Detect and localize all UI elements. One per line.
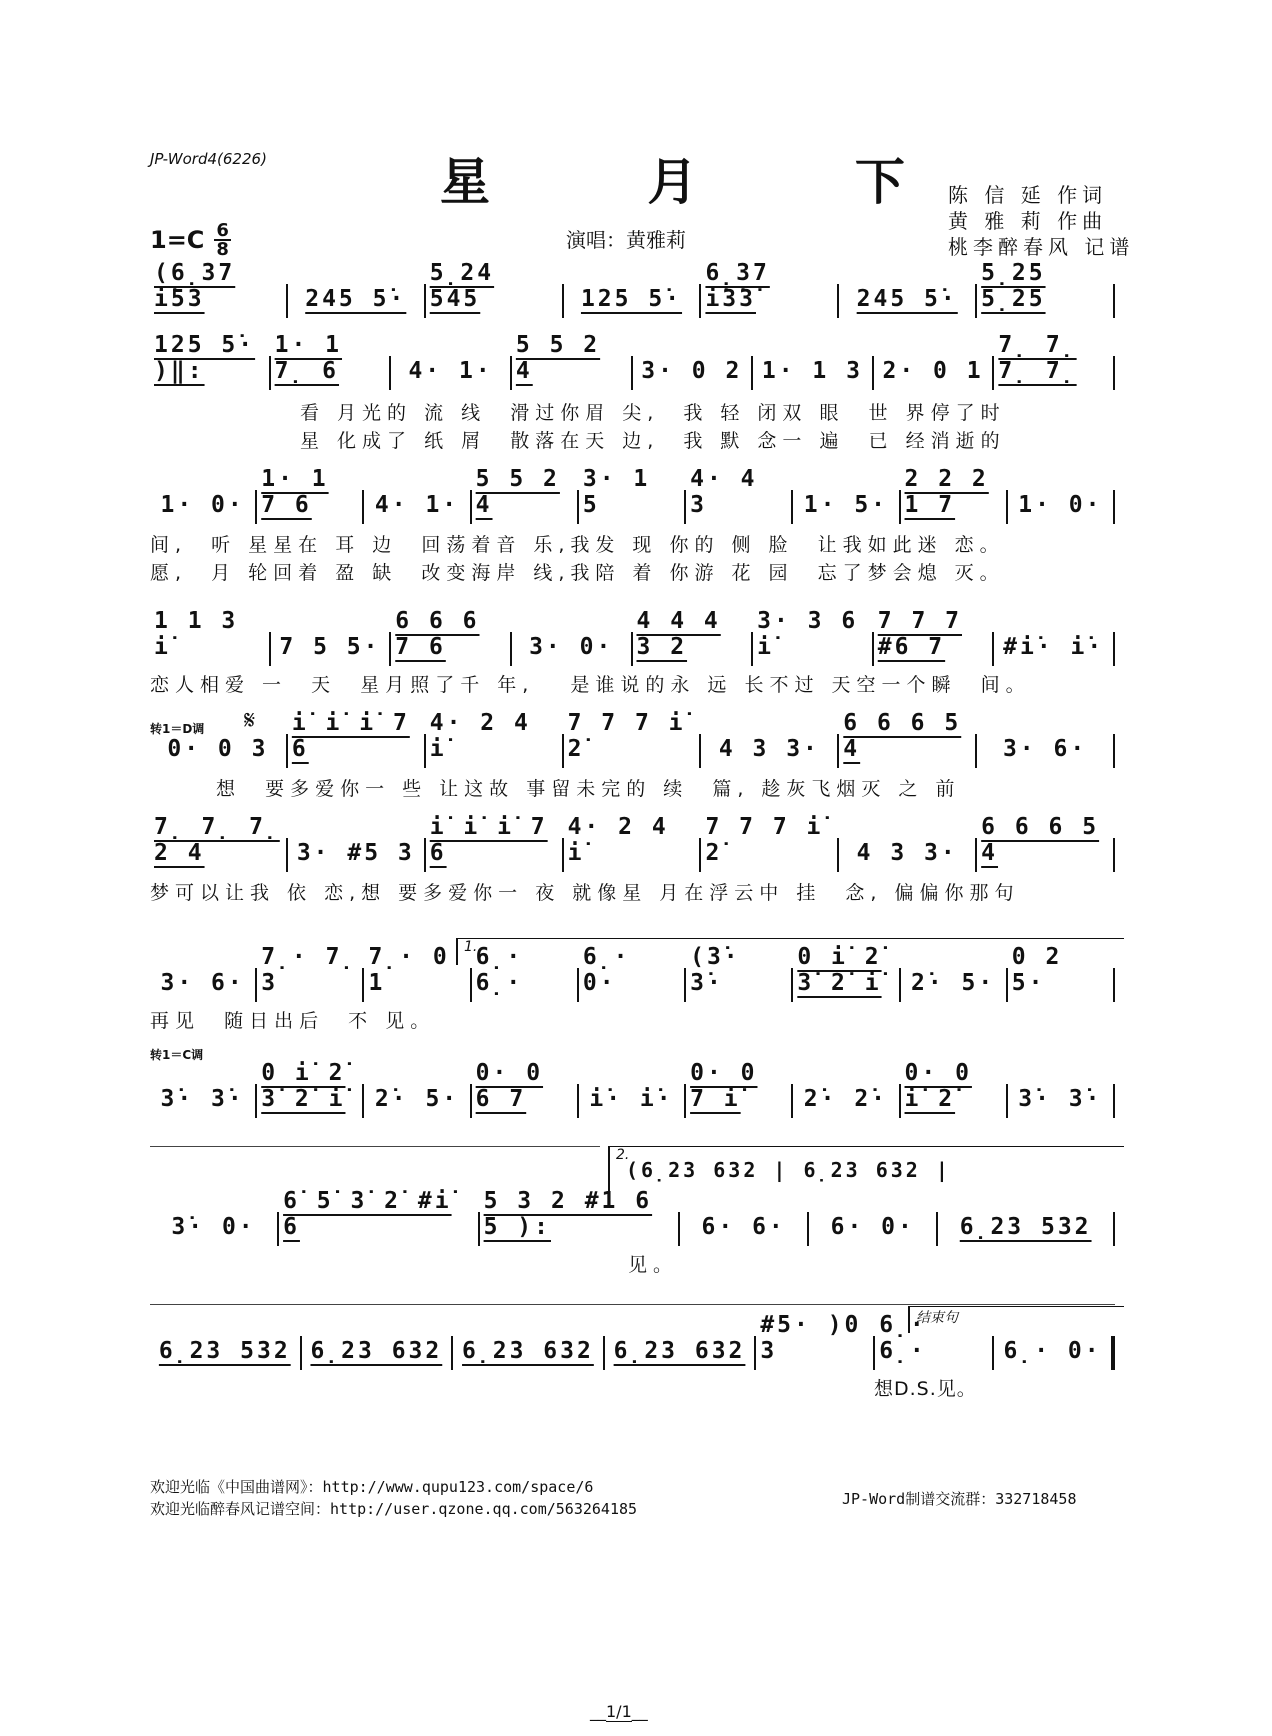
measure	[426, 710, 564, 768]
measure	[994, 632, 1115, 666]
measure	[793, 944, 900, 1002]
notes: 5̣25 5̣25	[981, 260, 1046, 312]
measure	[686, 466, 793, 524]
notes: 245 5̇·	[305, 286, 407, 312]
measure	[809, 1212, 938, 1246]
footer-link-1[interactable]: 欢迎光临《中国曲谱网》：http://www.qupu123.com/space/6	[150, 1478, 594, 1496]
measure	[839, 838, 977, 872]
measure	[753, 608, 874, 666]
notes: 7 7 7 i̇ 2̇	[567, 710, 686, 762]
lyrics-final: 想D.S.见。	[874, 1378, 977, 1400]
measure	[302, 1336, 454, 1370]
measure	[472, 1060, 579, 1118]
measure	[150, 968, 257, 1002]
modulation-d: 转1＝D调	[150, 722, 205, 736]
notes: 6̣23 532	[158, 1338, 291, 1364]
measure	[364, 490, 471, 524]
notes: 7 5 5·	[279, 634, 381, 660]
notes: i̇· i̇·	[589, 1086, 674, 1112]
notes: 0· 0 6 7	[475, 1060, 544, 1112]
notes: 7̣ 7̣ 7̣ 7̣	[998, 332, 1077, 384]
measure	[874, 608, 995, 666]
score-system-9	[150, 1188, 1115, 1246]
notes: 4 3 3·	[856, 840, 958, 866]
notes: 3· 0·	[529, 634, 614, 660]
notes: 245 5̇·	[856, 286, 958, 312]
measure	[793, 1084, 900, 1118]
credits	[948, 182, 1134, 260]
notes: 6̣23 532	[959, 1214, 1092, 1240]
measure	[994, 1336, 1115, 1370]
notes: 5 5 2 4	[475, 466, 560, 518]
measure	[480, 1188, 681, 1246]
measure	[257, 944, 364, 1002]
measure	[364, 1084, 471, 1118]
measure	[453, 1336, 605, 1370]
measure	[271, 632, 392, 666]
score-system-6	[150, 814, 1115, 872]
measure	[977, 260, 1115, 318]
bracket-line-2	[150, 1304, 1115, 1305]
ending-overlay: (6̣23 632 | 6̣23 632 |	[626, 1158, 951, 1182]
measure	[994, 332, 1115, 390]
notes: 3̇· 3̇·	[1018, 1086, 1103, 1112]
lyrics-ending-1: 再见 随日出后 不 见。	[150, 1010, 436, 1032]
measure	[977, 814, 1115, 872]
notes: 6· 6·	[701, 1214, 786, 1240]
measure	[391, 356, 512, 390]
measure	[680, 1212, 809, 1246]
notes: #i̇· i̇·	[1003, 634, 1105, 660]
notes: #5· )0 3	[760, 1312, 862, 1364]
notes: 2· 0 1	[882, 358, 984, 384]
measure	[288, 710, 426, 768]
measure	[1008, 1084, 1115, 1118]
notes: 0 i̇ 2̇ 3̇ 2̇ i̇	[261, 1060, 346, 1112]
time-signature: 6 8	[216, 220, 229, 260]
measure	[1008, 944, 1115, 1002]
lyrics-chorus-1: 想 要多爱你一 些 让这故 事留未完的 续 篇, 趁灰飞烟灭 之 前	[216, 778, 961, 800]
measure	[756, 1312, 875, 1370]
measure	[701, 734, 839, 768]
notes: (6̣37 i̇53	[154, 260, 236, 312]
measure	[426, 260, 564, 318]
measure	[605, 1336, 757, 1370]
score-system-3	[150, 466, 1115, 524]
measure	[391, 608, 512, 666]
lyrics-verse-1b: 间, 听 星星在 耳 边 回荡着音 乐,我发 现 你的 侧 脸 让我如此迷 恋。	[150, 534, 1005, 556]
notes: 4· 2 4 i̇	[567, 814, 669, 866]
key-signature	[150, 222, 231, 258]
measure	[753, 356, 874, 390]
measure	[426, 814, 564, 872]
notes: 3· 1 5	[582, 466, 651, 518]
measure	[686, 944, 793, 1002]
notes: (3̇· 3̇·	[690, 944, 741, 996]
measure	[150, 1084, 257, 1118]
notes: i̇ i̇ i̇ 7 6	[291, 710, 410, 762]
footer-link-2[interactable]: 欢迎光临醉春风记谱空间：http://user.qzone.qq.com/563264185	[150, 1500, 638, 1518]
measure	[901, 1060, 1008, 1118]
measure	[472, 466, 579, 524]
notes: 7 7 7 i̇ 2̇	[705, 814, 824, 866]
software-tag: JP-Word4(6226)	[150, 150, 267, 168]
measure	[150, 608, 271, 666]
notes: 6̣23 632	[310, 1338, 443, 1364]
measure	[564, 710, 702, 768]
notes: 0· 0 3	[167, 736, 269, 762]
notes: 4· 4 3	[690, 466, 758, 518]
notes: 125 5̇· )‖:	[154, 332, 256, 384]
notes: 0 i̇ 2̇ 3̇ 2̇ i̇	[797, 944, 882, 996]
notes: 2̇· 5·	[374, 1086, 460, 1112]
notes: 1 1 3 i̇	[154, 608, 239, 660]
measure	[271, 332, 392, 390]
composer: 黄 雅 莉 作曲	[948, 209, 1108, 233]
segno-icon: 𝄋	[244, 706, 256, 736]
measure	[472, 944, 579, 1002]
notes: 7̣· 7̣ 3	[261, 944, 357, 996]
measure	[150, 332, 271, 390]
measure	[288, 838, 426, 872]
measure	[150, 490, 257, 524]
notes: 6 6 6 7 6	[395, 608, 480, 660]
singer: 演唱：黄雅莉	[566, 228, 686, 252]
volta-1: 1.	[456, 938, 1124, 965]
measure	[150, 1212, 279, 1246]
measure	[512, 332, 633, 390]
measure	[633, 356, 754, 390]
lyrics-verse-1: 看 月光的 流 线 滑过你眉 尖, 我 轻 闭双 眼 世 界停了时	[300, 402, 1006, 424]
notes: 1· 1 7 6	[261, 466, 329, 518]
notes: 3̇· 0·	[171, 1214, 256, 1240]
notes: 5 3 2 #1 6 5 ):	[483, 1188, 653, 1240]
modulation-c: 转1＝C调	[150, 1048, 204, 1062]
score-system-7	[150, 944, 1115, 1002]
notes: 4· 2 4 i̇	[429, 710, 531, 762]
lyrics-verse-2: 星 化成了 纸 屑 散落在天 边, 我 默 念一 遍 已 经消逝的	[300, 430, 1006, 452]
measure	[938, 1212, 1115, 1246]
notes: 6̣23 632	[613, 1338, 746, 1364]
notes: 3̇· 3̇·	[160, 1086, 245, 1112]
measure	[579, 944, 686, 1002]
measure	[579, 1084, 686, 1118]
notes: 4· 1·	[374, 492, 460, 518]
measure	[579, 466, 686, 524]
measure	[839, 284, 977, 318]
measure	[364, 944, 471, 1002]
lyricist: 陈 信 延 作词	[948, 183, 1108, 207]
measure	[150, 814, 288, 872]
measure	[288, 284, 426, 318]
volta-2: 2.	[608, 1146, 1124, 1207]
measure	[150, 1336, 302, 1370]
notes: i̇ i̇ i̇ 7 6	[429, 814, 548, 866]
notes: 6̇ 5̇ 3̇ 2̇ #i̇ 6	[283, 1188, 452, 1240]
score-system-8	[150, 1060, 1115, 1118]
notes: 0· 0 i̇ 2̇	[904, 1060, 972, 1112]
transcriber: 桃李醉春风 记谱	[948, 235, 1135, 259]
notes: 6̣· 0·	[1003, 1338, 1102, 1364]
song-title: 星 月 下	[440, 152, 975, 211]
lyrics-chorus-2: 梦可以让我 依 恋,想 要多爱你一 夜 就像星 月在浮云中 挂 念, 偏偏你那句	[150, 882, 1020, 904]
notes: 0 2 5·	[1011, 944, 1063, 996]
notes: 1· 5·	[803, 492, 889, 518]
notes: 1· 0·	[160, 492, 245, 518]
measure	[257, 466, 364, 524]
notes: 5̣24 545	[429, 260, 495, 312]
notes: 3· 0 2	[641, 358, 743, 384]
measure	[701, 260, 839, 318]
measure	[901, 968, 1008, 1002]
coda-ending: 结束句	[908, 1306, 1124, 1333]
measure	[701, 814, 839, 872]
notes: 1· 0·	[1018, 492, 1103, 518]
notes: 2̇· 2̇·	[803, 1086, 889, 1112]
score-system-1	[150, 260, 1115, 318]
notes: 1· 1 7̣ 6	[274, 332, 343, 384]
measure	[633, 608, 754, 666]
measure	[793, 490, 900, 524]
score-system-4	[150, 608, 1115, 666]
score-system-5	[150, 710, 1115, 768]
measure	[686, 1060, 793, 1118]
measure	[901, 466, 1008, 524]
notes: 6 6 6 5 4	[843, 710, 962, 762]
bracket-line	[150, 1146, 600, 1147]
notes: 3· 6·	[1002, 736, 1088, 762]
measure	[874, 356, 995, 390]
score-system-2	[150, 332, 1115, 390]
measure	[1008, 490, 1115, 524]
measure	[150, 734, 288, 768]
footer-group: JP-Word制谱交流群：332718458	[842, 1490, 1077, 1508]
measure	[564, 284, 702, 318]
notes: 6̣23 632	[462, 1338, 594, 1364]
notes: 6 6 6 5 4	[981, 814, 1100, 866]
notes: 6̣· 6̣·	[879, 1312, 927, 1364]
notes: 7 7 7 #6 7	[877, 608, 962, 660]
lyrics-ending-2: 见。	[628, 1254, 679, 1276]
notes: 7̣· 0 1	[368, 944, 450, 996]
notes: 3· 6·	[160, 970, 245, 996]
notes: 6̣· 0·	[582, 944, 631, 996]
measure	[150, 260, 288, 318]
notes: 3· #5 3	[296, 840, 415, 866]
notes: 6̣37 i̇3̇3̇	[705, 260, 770, 312]
notes: 1· 1 3	[761, 358, 863, 384]
notes: 7̣ 7̣ 7̣ 2 4	[154, 814, 280, 866]
lyrics-chorus-intro: 恋人相爱 一 天 星月照了千 年, 是谁说的永 远 长不过 天空一个瞬 间。	[150, 674, 1031, 696]
notes: 4 4 4 3 2	[636, 608, 721, 660]
notes: 0· 0 7 i̇	[690, 1060, 758, 1112]
notes: 4 3 3·	[718, 736, 820, 762]
measure	[257, 1060, 364, 1118]
measure	[977, 734, 1115, 768]
page-number: __1/1__	[590, 1702, 648, 1721]
notes: 3· 3 6 i̇	[757, 608, 859, 660]
measure	[839, 710, 977, 768]
notes: 2 2 2 1 7	[904, 466, 989, 518]
lyrics-verse-2b: 愿, 月 轮回着 盈 缺 改变海岸 线,我陪 着 你游 花 园 忘了梦会熄 灭。	[150, 562, 1005, 584]
measure	[279, 1188, 480, 1246]
notes: 4· 1·	[408, 358, 493, 384]
measure	[512, 632, 633, 666]
notes: 5 5 2 4	[515, 332, 601, 384]
measure	[564, 814, 702, 872]
notes: 2̇· 5·	[911, 970, 996, 996]
notes: 125 5̇·	[580, 286, 683, 312]
notes: 6· 0·	[830, 1214, 915, 1240]
notes: 6̣· 6̣·	[475, 944, 524, 996]
key-label: 1=C	[150, 226, 205, 254]
